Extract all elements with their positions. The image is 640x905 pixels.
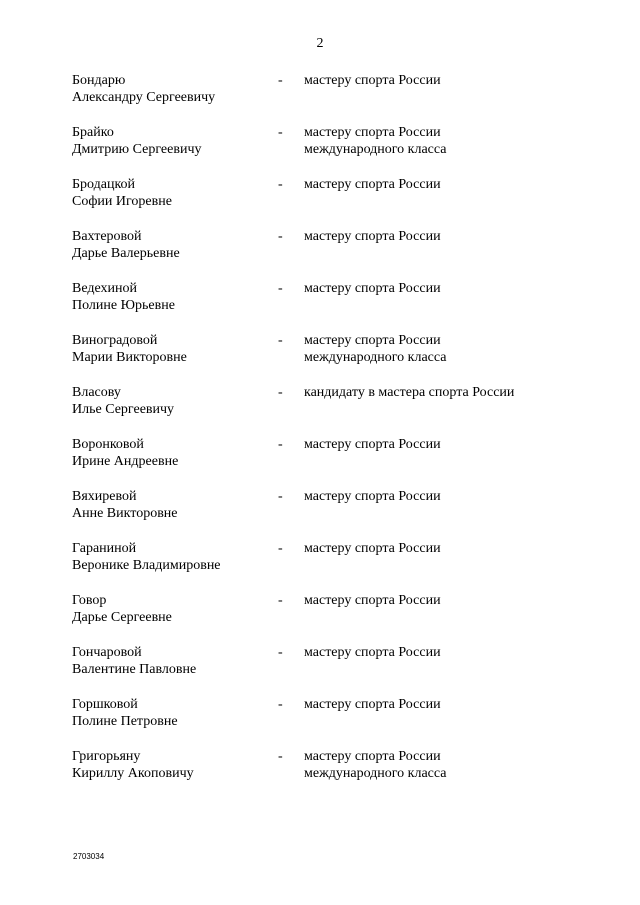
sport-rank xyxy=(304,644,604,661)
rank-line: мастеру спорта России xyxy=(304,749,441,764)
rank-line: мастеру спорта России xyxy=(304,229,441,244)
separator-dash: - xyxy=(278,281,283,296)
recipient-given-names: Полине Петровне xyxy=(72,714,178,729)
recipient-surname: Гончаровой xyxy=(72,645,142,660)
list-item xyxy=(72,436,612,488)
recipient-given-names: Анне Викторовне xyxy=(72,506,178,521)
separator-dash: - xyxy=(278,541,283,556)
list-item xyxy=(72,176,612,228)
recipient-name xyxy=(72,748,272,782)
recipient-given-names: Софии Игоревне xyxy=(72,194,172,209)
recipient-given-names: Дарье Сергеевне xyxy=(72,610,172,625)
rank-line: международного класса xyxy=(304,142,447,157)
recipient-given-names: Валентине Павловне xyxy=(72,662,197,677)
recipient-given-names: Александру Сергеевичу xyxy=(72,90,216,105)
separator-dash: - xyxy=(278,333,283,348)
recipient-name xyxy=(72,176,272,210)
award-list xyxy=(72,72,612,800)
recipient-given-names: Ирине Андреевне xyxy=(72,454,179,469)
list-item xyxy=(72,592,612,644)
rank-line: мастеру спорта России xyxy=(304,73,441,88)
recipient-surname: Григорьяну xyxy=(72,749,141,764)
list-item xyxy=(72,228,612,280)
recipient-surname: Вахтеровой xyxy=(72,229,142,244)
list-item xyxy=(72,540,612,592)
recipient-name xyxy=(72,592,272,626)
separator-dash: - xyxy=(278,125,283,140)
recipient-surname: Воронковой xyxy=(72,437,144,452)
recipient-given-names: Дмитрию Сергеевичу xyxy=(72,142,202,157)
recipient-name xyxy=(72,228,272,262)
page-number: 2 xyxy=(316,36,324,51)
list-item xyxy=(72,72,612,124)
separator-dash: - xyxy=(278,177,283,192)
recipient-name xyxy=(72,280,272,314)
rank-line: мастеру спорта России xyxy=(304,177,441,192)
document-code: 2703034 xyxy=(73,852,105,861)
recipient-name xyxy=(72,332,272,366)
sport-rank xyxy=(304,748,604,782)
recipient-surname: Ведехиной xyxy=(72,281,137,296)
recipient-name xyxy=(72,436,272,470)
sport-rank xyxy=(304,332,604,366)
recipient-given-names: Полине Юрьевне xyxy=(72,298,175,313)
separator-dash: - xyxy=(278,385,283,400)
sport-rank xyxy=(304,280,604,297)
separator-dash: - xyxy=(278,697,283,712)
sport-rank xyxy=(304,696,604,713)
recipient-surname: Вяхиревой xyxy=(72,489,137,504)
separator-dash: - xyxy=(278,645,283,660)
recipient-surname: Бондарю xyxy=(72,73,126,88)
recipient-name xyxy=(72,644,272,678)
list-item xyxy=(72,748,612,800)
sport-rank xyxy=(304,228,604,245)
rank-line: мастеру спорта России xyxy=(304,593,441,608)
rank-line: мастеру спорта России xyxy=(304,541,441,556)
separator-dash: - xyxy=(278,229,283,244)
sport-rank xyxy=(304,592,604,609)
list-item xyxy=(72,488,612,540)
rank-line: мастеру спорта России xyxy=(304,645,441,660)
separator-dash: - xyxy=(278,749,283,764)
recipient-name xyxy=(72,488,272,522)
separator-dash: - xyxy=(278,437,283,452)
sport-rank xyxy=(304,488,604,505)
separator-dash: - xyxy=(278,593,283,608)
sport-rank xyxy=(304,72,604,89)
rank-line: мастеру спорта России xyxy=(304,281,441,296)
rank-line: мастеру спорта России xyxy=(304,489,441,504)
recipient-name xyxy=(72,540,272,574)
recipient-given-names: Веронике Владимировне xyxy=(72,558,221,573)
rank-line: кандидату в мастера спорта России xyxy=(304,385,515,400)
recipient-given-names: Илье Сергеевичу xyxy=(72,402,175,417)
sport-rank xyxy=(304,124,604,158)
recipient-surname: Гараниной xyxy=(72,541,137,556)
recipient-given-names: Дарье Валерьевне xyxy=(72,246,180,261)
sport-rank xyxy=(304,176,604,193)
rank-line: мастеру спорта России xyxy=(304,333,441,348)
sport-rank xyxy=(304,540,604,557)
rank-line: международного класса xyxy=(304,350,447,365)
list-item xyxy=(72,384,612,436)
recipient-surname: Горшковой xyxy=(72,697,138,712)
list-item xyxy=(72,124,612,176)
rank-line: мастеру спорта России xyxy=(304,697,441,712)
separator-dash: - xyxy=(278,73,283,88)
sport-rank xyxy=(304,384,604,401)
list-item xyxy=(72,280,612,332)
recipient-name xyxy=(72,384,272,418)
recipient-surname: Брайко xyxy=(72,125,114,140)
rank-line: мастеру спорта России xyxy=(304,125,441,140)
list-item xyxy=(72,332,612,384)
sport-rank xyxy=(304,436,604,453)
recipient-surname: Говор xyxy=(72,593,107,608)
recipient-given-names: Кириллу Акоповичу xyxy=(72,766,194,781)
recipient-surname: Виноградовой xyxy=(72,333,158,348)
recipient-surname: Бродацкой xyxy=(72,177,136,192)
separator-dash: - xyxy=(278,489,283,504)
recipient-name xyxy=(72,72,272,106)
recipient-name xyxy=(72,696,272,730)
rank-line: международного класса xyxy=(304,766,447,781)
recipient-name xyxy=(72,124,272,158)
recipient-given-names: Марии Викторовне xyxy=(72,350,187,365)
rank-line: мастеру спорта России xyxy=(304,437,441,452)
recipient-surname: Власову xyxy=(72,385,121,400)
list-item xyxy=(72,644,612,696)
list-item xyxy=(72,696,612,748)
